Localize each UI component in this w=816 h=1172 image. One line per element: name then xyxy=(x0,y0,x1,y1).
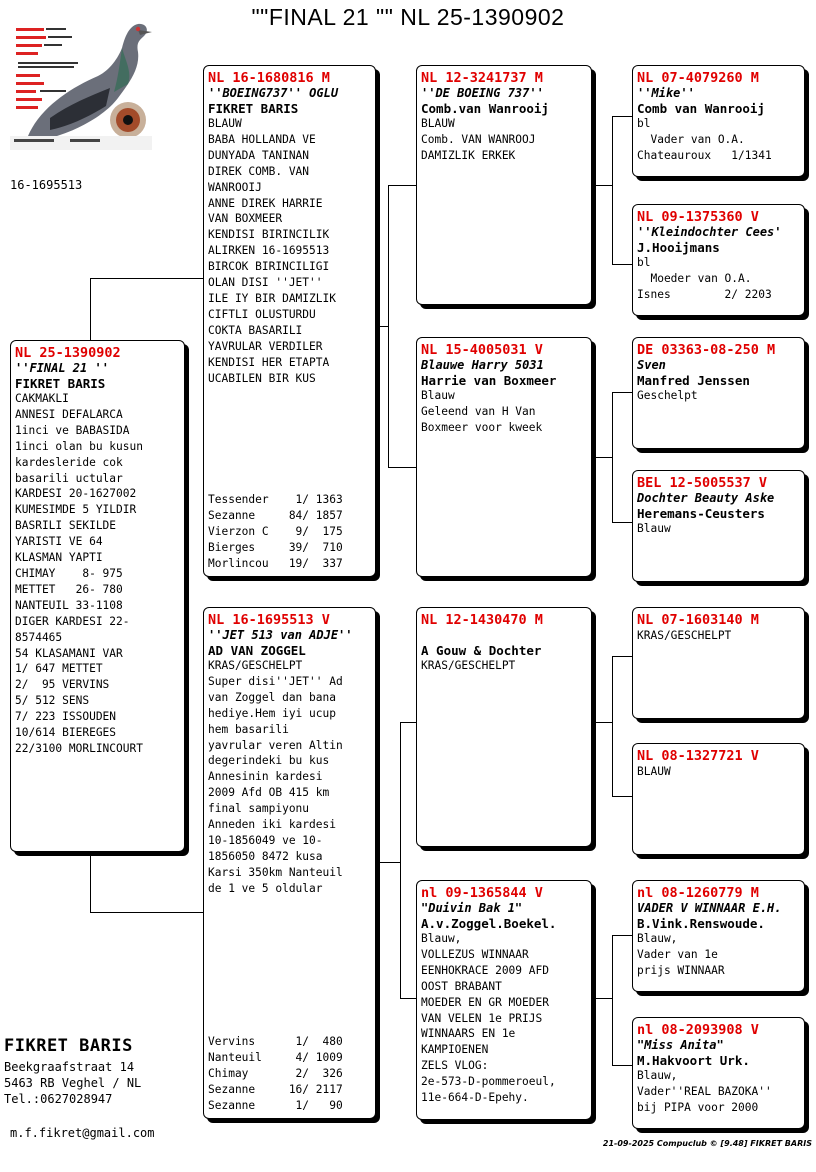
owner-phone: Tel.:0627028947 xyxy=(4,1092,113,1106)
connector-line xyxy=(376,326,389,327)
dam-dam-card xyxy=(416,880,592,1120)
description-line: DIGER KARDESI 22- xyxy=(15,614,130,628)
dam-sire-sire-card xyxy=(632,607,805,719)
description-line: hediye.Hem iyi ucup xyxy=(208,706,336,720)
ring-number: NL 12-3241737 M xyxy=(421,70,543,86)
description-line: bij PIPA voor 2000 xyxy=(637,1100,759,1114)
description-line: Anneden iki kardesi xyxy=(208,818,336,832)
description-line: 2/ 95 VERVINS xyxy=(15,678,110,692)
description-line: Moeder van O.A. xyxy=(637,271,752,285)
description-line: DUNYADA TANINAN xyxy=(208,148,310,162)
description-line: CIFTLI OLUSTURDU xyxy=(208,307,316,321)
description-line: EENHOKRACE 2009 AFD xyxy=(421,963,549,977)
dam-dam-sire-card xyxy=(632,880,805,992)
ring-number: NL 07-1603140 M xyxy=(637,612,759,628)
ring-number: NL 15-4005031 V xyxy=(421,342,543,358)
description-line: KRAS/GESCHELPT xyxy=(421,659,516,672)
description-line: ZELS VLOG: xyxy=(421,1059,489,1073)
connector-line xyxy=(612,656,613,796)
sire-sire-sire-card xyxy=(632,65,805,177)
race-result: Sezanne 16/ 2117 xyxy=(208,1083,343,1097)
description-line: 7/ 223 ISSOUDEN xyxy=(15,710,117,724)
description-line: BABA HOLLANDA VE xyxy=(208,132,316,146)
breeder-name: Comb van Wanrooij xyxy=(637,101,765,116)
owner-street: Beekgraafstraat 14 xyxy=(4,1060,135,1074)
description-line: Annesinin kardesi xyxy=(208,770,323,784)
footer-credit: 21-09-2025 Compuclub © [9.48] FIKRET BARIS xyxy=(602,1139,812,1148)
connector-line xyxy=(400,722,401,998)
description-line: kardesleride cok xyxy=(15,455,123,469)
ring-number: NL 08-1327721 V xyxy=(637,748,759,764)
description-line: Blauw, xyxy=(637,932,678,945)
pigeon-name: "Duivin Bak 1" xyxy=(421,901,523,915)
breeder-name: J.Hooijmans xyxy=(637,240,720,255)
description-line: ALIRKEN 16-1695513 xyxy=(208,244,330,258)
race-result: Sezanne 1/ 90 xyxy=(208,1099,343,1113)
connector-line xyxy=(90,278,91,340)
race-result: Vierzon C 9/ 175 xyxy=(208,525,343,539)
race-result: Chimay 2/ 326 xyxy=(208,1067,343,1081)
description-line: van Zoggel dan bana xyxy=(208,690,336,704)
description-line: Geleend van H Van xyxy=(421,404,536,418)
description-line: Geschelpt xyxy=(637,389,698,402)
description-line: Chateauroux 1/1341 xyxy=(637,148,772,162)
sire-dam-sire-card xyxy=(632,337,805,449)
breeder-name: Harrie van Boxmeer xyxy=(421,373,557,388)
pigeon-name: VADER V WINNAAR E.H. xyxy=(637,901,782,915)
breeder-name: B.Vink.Renswoude. xyxy=(637,916,765,931)
description-line: bl xyxy=(637,117,651,130)
owner-name: FIKRET BARIS xyxy=(4,1036,133,1056)
sire-sire-dam-card xyxy=(632,204,805,316)
description-line: CHIMAY 8- 975 xyxy=(15,566,123,580)
race-results xyxy=(208,492,375,572)
connector-line xyxy=(388,467,418,468)
description-line: KAMPIOENEN xyxy=(421,1043,489,1057)
connector-line xyxy=(612,1065,634,1066)
pigeon-name: Dochter Beauty Aske xyxy=(637,491,775,505)
description-line: BLAUW xyxy=(637,765,671,778)
description-line: Blauw, xyxy=(637,1069,678,1082)
ring-number: BEL 12-5005537 V xyxy=(637,475,768,491)
breeder-name: A.v.Zoggel.Boekel. xyxy=(421,916,557,931)
description-line: de 1 ve 5 oldular xyxy=(208,881,323,895)
ring-number: nl 08-1260779 M xyxy=(637,885,759,901)
description-line: UCABILEN BIR KUS xyxy=(208,371,316,385)
breeder-name: AD VAN ZOGGEL xyxy=(208,643,306,658)
connector-line xyxy=(612,522,634,523)
description-line: KENDISI BIRINCILIK xyxy=(208,228,330,242)
description-line: Blauw xyxy=(637,522,671,535)
description-line: 11e-664-D-Epehy. xyxy=(421,1091,529,1105)
description-line: final sampiyonu xyxy=(208,802,310,816)
ring-number: NL 09-1375360 V xyxy=(637,209,759,225)
connector-line xyxy=(612,392,634,393)
description-line: COKTA BASARILI xyxy=(208,323,303,337)
connector-line xyxy=(90,852,91,912)
connector-line xyxy=(592,722,613,723)
pigeon-name: ''JET 513 van ADJE'' xyxy=(208,628,353,642)
description-line: bl xyxy=(637,256,651,269)
description-line: 1inci ve BABASIDA xyxy=(15,423,130,437)
connector-line xyxy=(376,862,401,863)
description-line: BLAUW xyxy=(421,117,455,130)
connector-line xyxy=(612,264,634,265)
description-line: KUMESIMDE 5 YILDIR xyxy=(15,503,137,517)
description-line: OOST BRABANT xyxy=(421,979,502,993)
description-line: Karsi 350km Nanteuil xyxy=(208,865,343,879)
pigeon-logo xyxy=(10,18,152,150)
description-line: Vader van O.A. xyxy=(637,132,745,146)
description-line: ANNE DIREK HARRIE xyxy=(208,196,323,210)
description-line: KRAS/GESCHELPT xyxy=(208,659,303,672)
pigeon-name: ''DE BOEING 737'' xyxy=(421,86,544,100)
description-line: Isnes 2/ 2203 xyxy=(637,287,772,301)
connector-line xyxy=(592,457,613,458)
description-line: DIREK COMB. VAN xyxy=(208,164,310,178)
connector-line xyxy=(612,796,634,797)
sire-sire-card xyxy=(416,65,592,305)
connector-line xyxy=(592,998,613,999)
description-line: BASRILI SEKILDE xyxy=(15,519,117,533)
ring-number: DE 03363-08-250 M xyxy=(637,342,776,358)
description-line: Blauw, xyxy=(421,932,462,945)
sire-dam-card xyxy=(416,337,592,577)
connector-line xyxy=(612,935,613,1065)
connector-line xyxy=(90,278,205,279)
description-line: 8574465 xyxy=(15,630,63,644)
description-line: 22/3100 MORLINCOURT xyxy=(15,741,143,755)
ring-number: NL 25-1390902 xyxy=(15,345,121,361)
description-line: KLASMAN YAPTI xyxy=(15,551,103,565)
sire-dam-dam-card xyxy=(632,470,805,582)
breeder-name: Heremans-Ceusters xyxy=(637,506,765,521)
connector-line xyxy=(612,935,634,936)
pedigree-number: 16-1695513 xyxy=(10,178,83,192)
race-result: Sezanne 84/ 1857 xyxy=(208,509,343,523)
race-result: Bierges 39/ 710 xyxy=(208,541,343,555)
description-line: BIRCOK BIRINCILIGI xyxy=(208,260,330,274)
description-line: NANTEUIL 33-1108 xyxy=(15,598,123,612)
description-line: Vader van 1e xyxy=(637,947,718,961)
pigeon-name: ''FINAL 21 '' xyxy=(15,361,109,375)
description-line: ILE IY BIR DAMIZLIK xyxy=(208,291,336,305)
description-line: 1/ 647 METTET xyxy=(15,662,103,676)
description-line: Vader''REAL BAZOKA'' xyxy=(637,1084,772,1098)
description-line: KARDESI 20-1627002 xyxy=(15,487,137,501)
connector-line xyxy=(592,185,613,186)
pigeon-name: Sven xyxy=(637,358,666,372)
description-line: 5/ 512 SENS xyxy=(15,694,90,708)
description-line: Blauw xyxy=(421,389,455,402)
race-results xyxy=(208,1034,375,1114)
sire-card xyxy=(203,65,376,577)
description-line: VAN BOXMEER xyxy=(208,212,283,226)
connector-line xyxy=(612,656,634,657)
connector-line xyxy=(388,185,418,186)
description-line: yavrular veren Altin xyxy=(208,738,343,752)
description-line: BLAUW xyxy=(208,117,242,130)
description-line: 54 KLASAMANI VAR xyxy=(15,646,123,660)
description-line: 10-1856049 ve 10- xyxy=(208,833,323,847)
race-result: Vervins 1/ 480 xyxy=(208,1035,343,1049)
description-line: Super disi''JET'' Ad xyxy=(208,674,343,688)
subject-card xyxy=(10,340,185,852)
dam-dam-dam-card xyxy=(632,1017,805,1129)
dam-sire-card xyxy=(416,607,592,847)
description-line: YAVRULAR VERDILER xyxy=(208,339,323,353)
description-line: 10/614 BIEREGES xyxy=(15,726,117,740)
description-line: MOEDER EN GR MOEDER xyxy=(421,995,549,1009)
description-line: degerindeki bu kus xyxy=(208,754,330,768)
description-line: basarili uctular xyxy=(15,471,123,485)
description-line: VAN VELEN 1e PRIJS xyxy=(421,1011,543,1025)
description-line: 2e-573-D-pommeroeul, xyxy=(421,1075,556,1089)
pigeon-name: Blauwe Harry 5031 xyxy=(421,358,544,372)
description-line: DAMIZLIK ERKEK xyxy=(421,148,516,162)
description-line: KRAS/GESCHELPT xyxy=(637,629,732,642)
description-line: 1inci olan bu kusun xyxy=(15,439,143,453)
breeder-name: FIKRET BARIS xyxy=(208,101,299,116)
ring-number: NL 12-1430470 M xyxy=(421,612,543,628)
connector-line xyxy=(90,912,205,913)
description-line: hem basarili xyxy=(208,722,289,736)
description-line: Boxmeer voor kweek xyxy=(421,420,543,434)
dam-sire-dam-card xyxy=(632,743,805,855)
ring-number: NL 16-1695513 V xyxy=(208,612,330,628)
breeder-name: A Gouw & Dochter xyxy=(421,643,542,658)
breeder-name: Comb.van Wanrooij xyxy=(421,101,549,116)
connector-line xyxy=(612,116,634,117)
description-line: WANROOIJ xyxy=(208,180,262,194)
race-result: Morlincou 19/ 337 xyxy=(208,557,343,571)
breeder-name: Manfred Jenssen xyxy=(637,373,750,388)
description-line: 2009 Afd OB 415 km xyxy=(208,786,330,800)
race-result: Nanteuil 4/ 1009 xyxy=(208,1051,343,1065)
pigeon-name: ''Mike'' xyxy=(637,86,695,100)
description-line: CAKMAKLI xyxy=(15,392,69,405)
description-line: 1856050 8472 kusa xyxy=(208,849,323,863)
owner-email[interactable]: m.f.fikret@gmail.com xyxy=(10,1126,155,1140)
page-title: ""FINAL 21 "" NL 25-1390902 xyxy=(251,4,565,30)
breeder-name: M.Hakvoort Urk. xyxy=(637,1053,750,1068)
description-line: OLAN DISI ''JET'' xyxy=(208,276,323,290)
pigeon-name: "Miss Anita" xyxy=(637,1038,724,1052)
connector-line xyxy=(612,116,613,264)
pigeon-name: ''BOEING737'' OGLU xyxy=(208,86,339,100)
ring-number: NL 16-1680816 M xyxy=(208,70,330,86)
description-line: prijs WINNAAR xyxy=(637,963,725,977)
ring-number: NL 07-4079260 M xyxy=(637,70,759,86)
dam-card xyxy=(203,607,376,1119)
race-result: Tessender 1/ 1363 xyxy=(208,493,343,507)
breeder-name: FIKRET BARIS xyxy=(15,376,106,391)
description-line: KENDISI HER ETAPTA xyxy=(208,355,330,369)
ring-number: nl 08-2093908 V xyxy=(637,1022,759,1038)
owner-city: 5463 RB Veghel / NL xyxy=(4,1076,142,1090)
pigeon-name: ''Kleindochter Cees' xyxy=(637,225,782,239)
description-line: Comb. VAN WANROOJ xyxy=(421,132,536,146)
description-line: YARISTI VE 64 xyxy=(15,535,103,549)
description-line: WINNAARS EN 1e xyxy=(421,1027,516,1041)
description-line: METTET 26- 780 xyxy=(15,582,123,596)
ring-number: nl 09-1365844 V xyxy=(421,885,543,901)
description-line: VOLLEZUS WINNAAR xyxy=(421,947,529,961)
description-line: ANNESI DEFALARCA xyxy=(15,407,123,421)
